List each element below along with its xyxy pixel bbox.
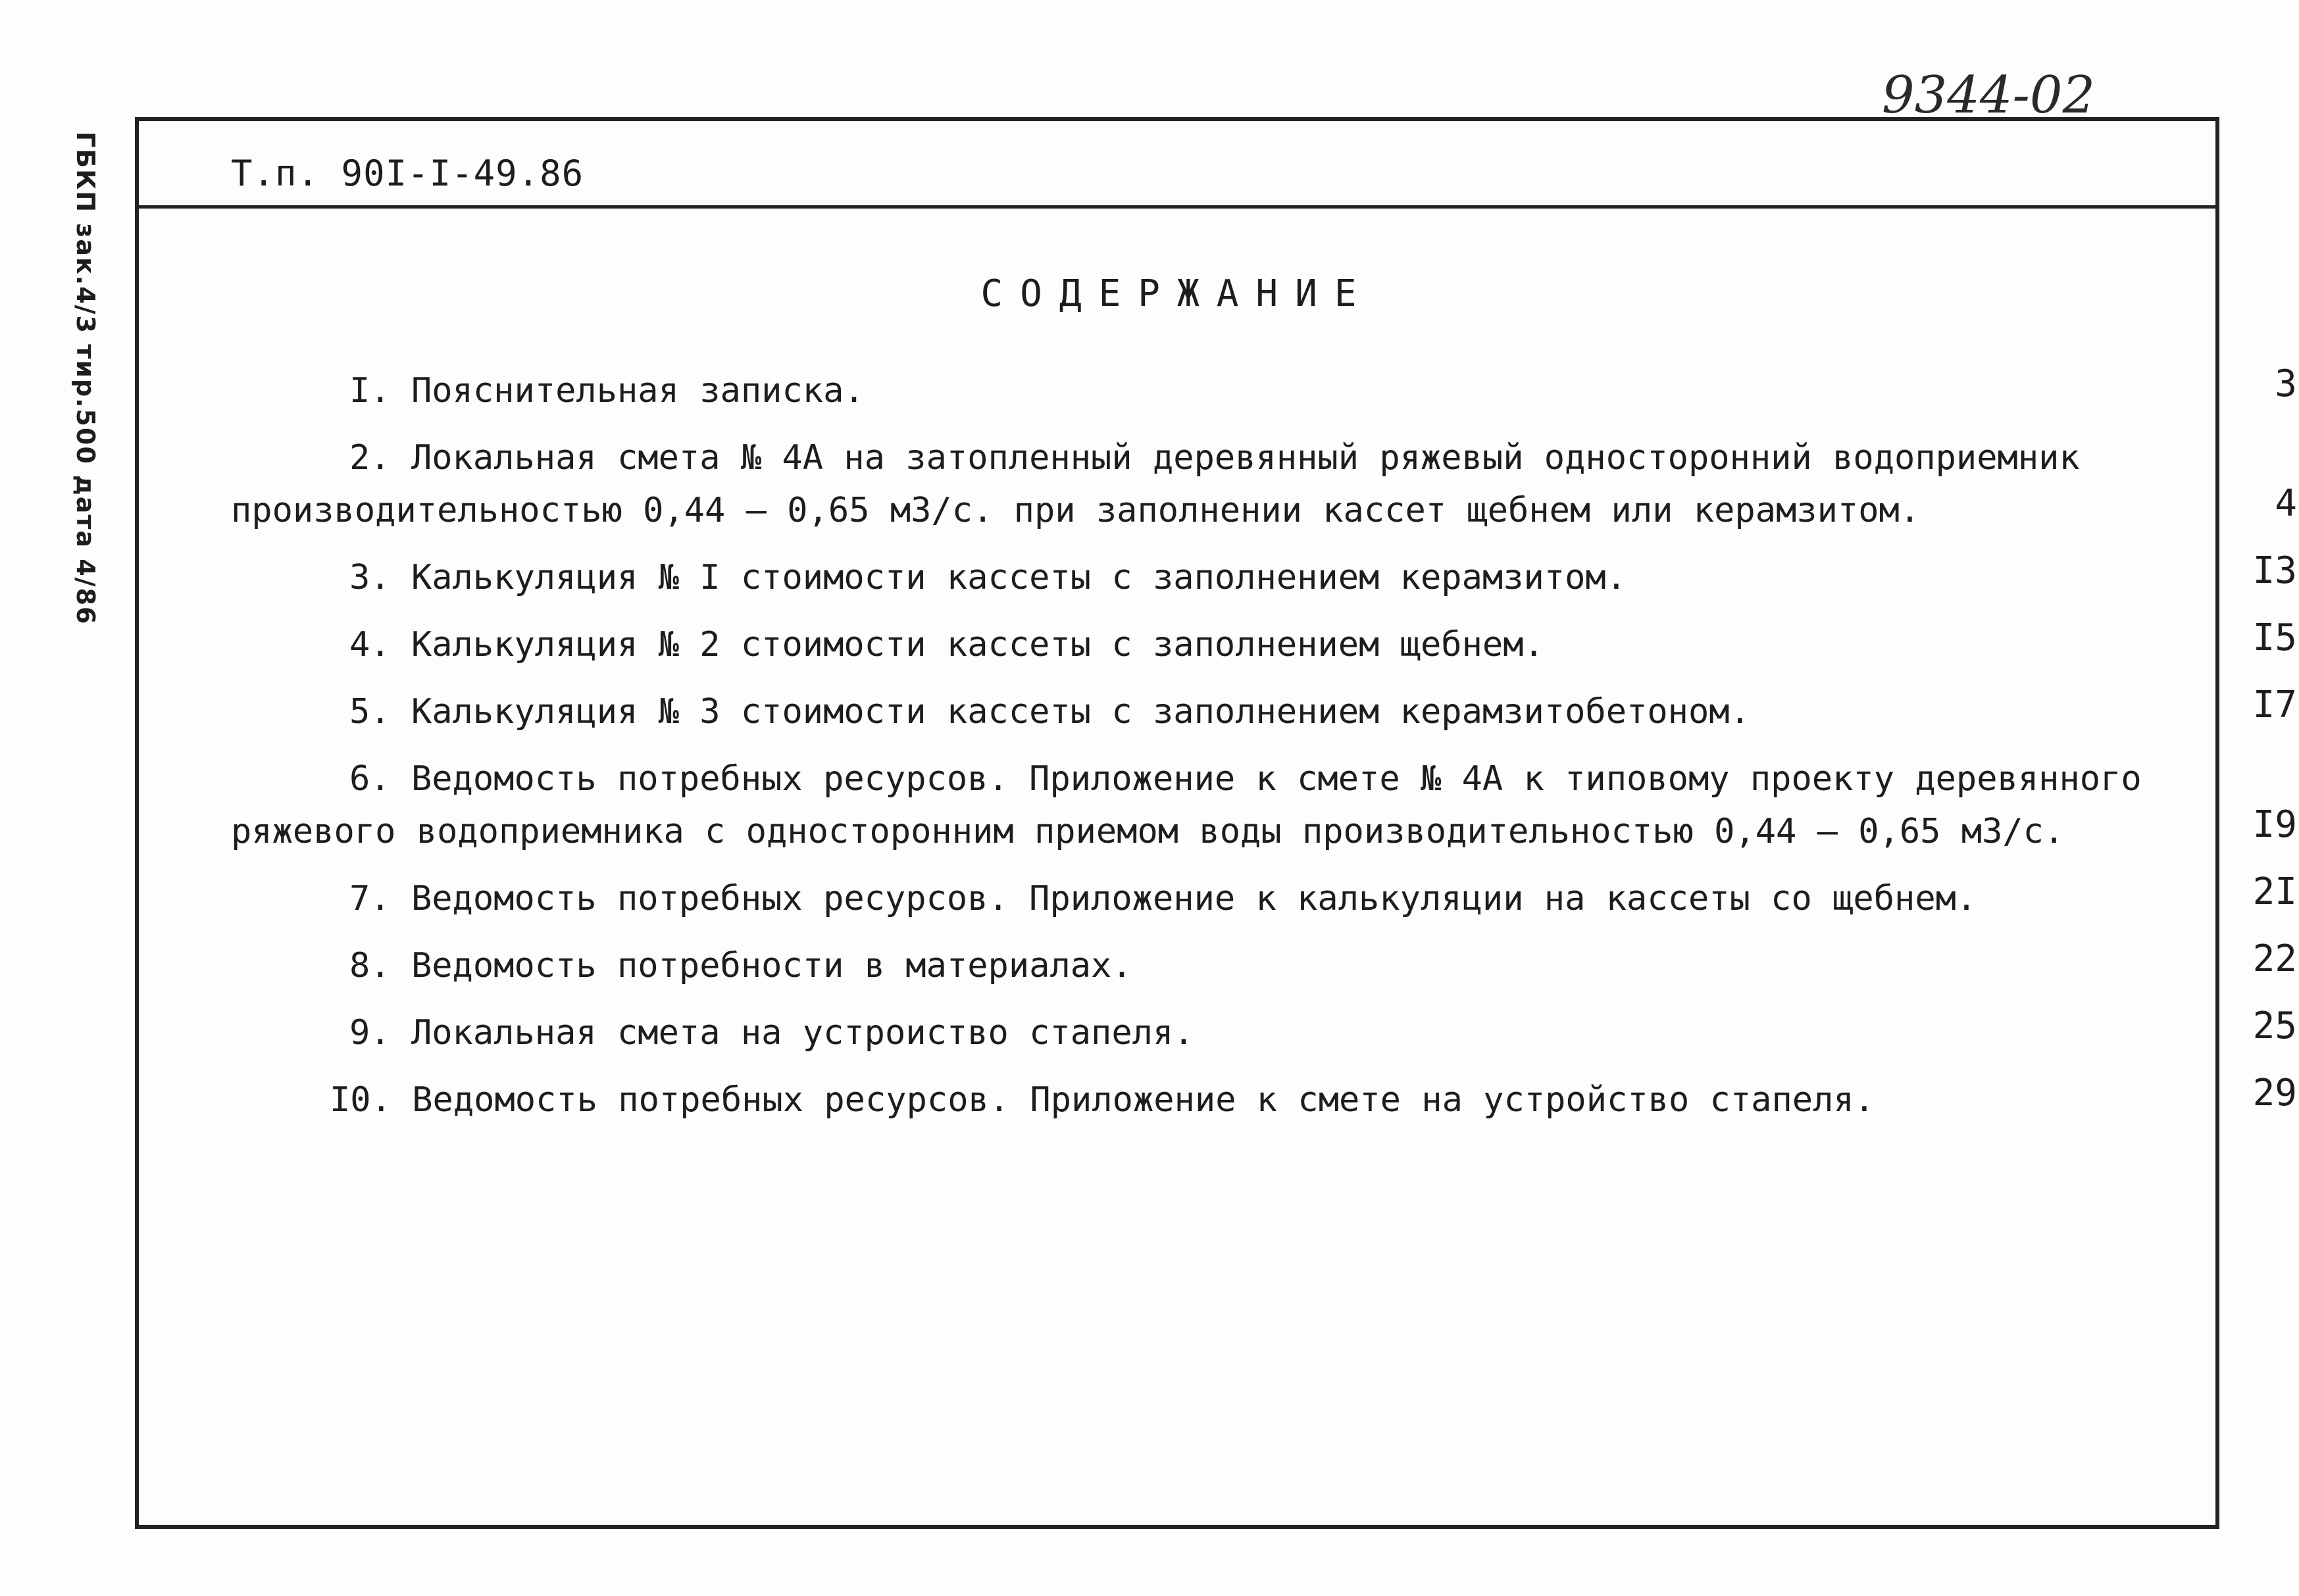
toc-num: 6. [349,759,391,799]
toc-text: Пояснительная записка. [411,371,865,411]
toc-num: I0. [330,1080,392,1120]
toc-text: Ведомость потребных ресурсов. Приложение к смете на устройство стапеля. [412,1080,1875,1120]
handwritten-number: 9344-02 [1882,66,2096,125]
document-frame [135,117,2297,1529]
archive-stamp [53,132,118,626]
toc-item [231,684,2297,738]
toc-num: 9. [349,1013,391,1053]
toc-item [231,1005,2297,1059]
toc-num: 8. [349,946,391,985]
toc-num: 4. [349,625,391,664]
toc-num: 3. [349,558,391,597]
toc-text: Локальная смета № 4А на затопленный деревянный ряжевый односторонний водоприемник производительностью 0,44 – 0,65 м3/с. при заполнении кассет щебнем или керамзитом. [231,438,2080,530]
toc-page: I5 [2252,616,2297,659]
page-title: СОДЕРЖАНИЕ [980,272,1374,315]
toc-page: 22 [2252,937,2297,980]
toc-num: 5. [349,692,391,732]
table-of-contents [231,362,2297,1126]
toc-item [231,549,2297,604]
toc-item [231,870,2297,925]
toc-page: I3 [2252,549,2297,592]
doc-code: Т.п. 90I-I-49.86 [231,153,584,194]
toc-num: 7. [349,879,391,918]
toc-text: Локальная смета на устроиство стапеля. [411,1013,1194,1053]
toc-page: 3 [2275,362,2297,405]
toc-item [231,937,2297,992]
toc-text: Ведомость потребности в материалах. [411,946,1132,985]
toc-text: Калькуляция № 3 стоимости кассеты с заполнением керамзитобетоном. [411,692,1750,732]
toc-page: I7 [2252,684,2297,726]
toc-num: 2. [349,438,391,478]
toc-item [231,1072,2297,1126]
toc-page: 29 [2252,1072,2297,1114]
toc-text: Ведомость потребных ресурсов. Приложение к смете № 4А к типовому проекту деревянного ряжевого водоприемника с односторонним приемом воды производительностью 0,44 – 0,65 м3/с. [231,759,2142,851]
toc-page: I9 [2252,803,2297,846]
toc-text: Калькуляция № 2 стоимости кассеты с заполнением щебнем. [411,625,1544,664]
archive-stamp-text: ГБКП зак.4/3 тир.500 дата 4/86 [71,132,100,626]
toc-item [231,362,2297,417]
toc-item [231,753,2297,858]
toc-text: Ведомость потребных ресурсов. Приложение к калькуляции на кассеты со щебнем. [411,879,1977,918]
toc-num: I. [349,371,391,411]
header-row [139,121,2215,209]
toc-item [231,432,2297,537]
toc-page: 2I [2252,870,2297,913]
toc-text: Калькуляция № I стоимости кассеты с заполнением керамзитом. [411,558,1627,597]
toc-page: 4 [2275,482,2297,525]
toc-item [231,616,2297,671]
toc-page: 25 [2252,1005,2297,1047]
